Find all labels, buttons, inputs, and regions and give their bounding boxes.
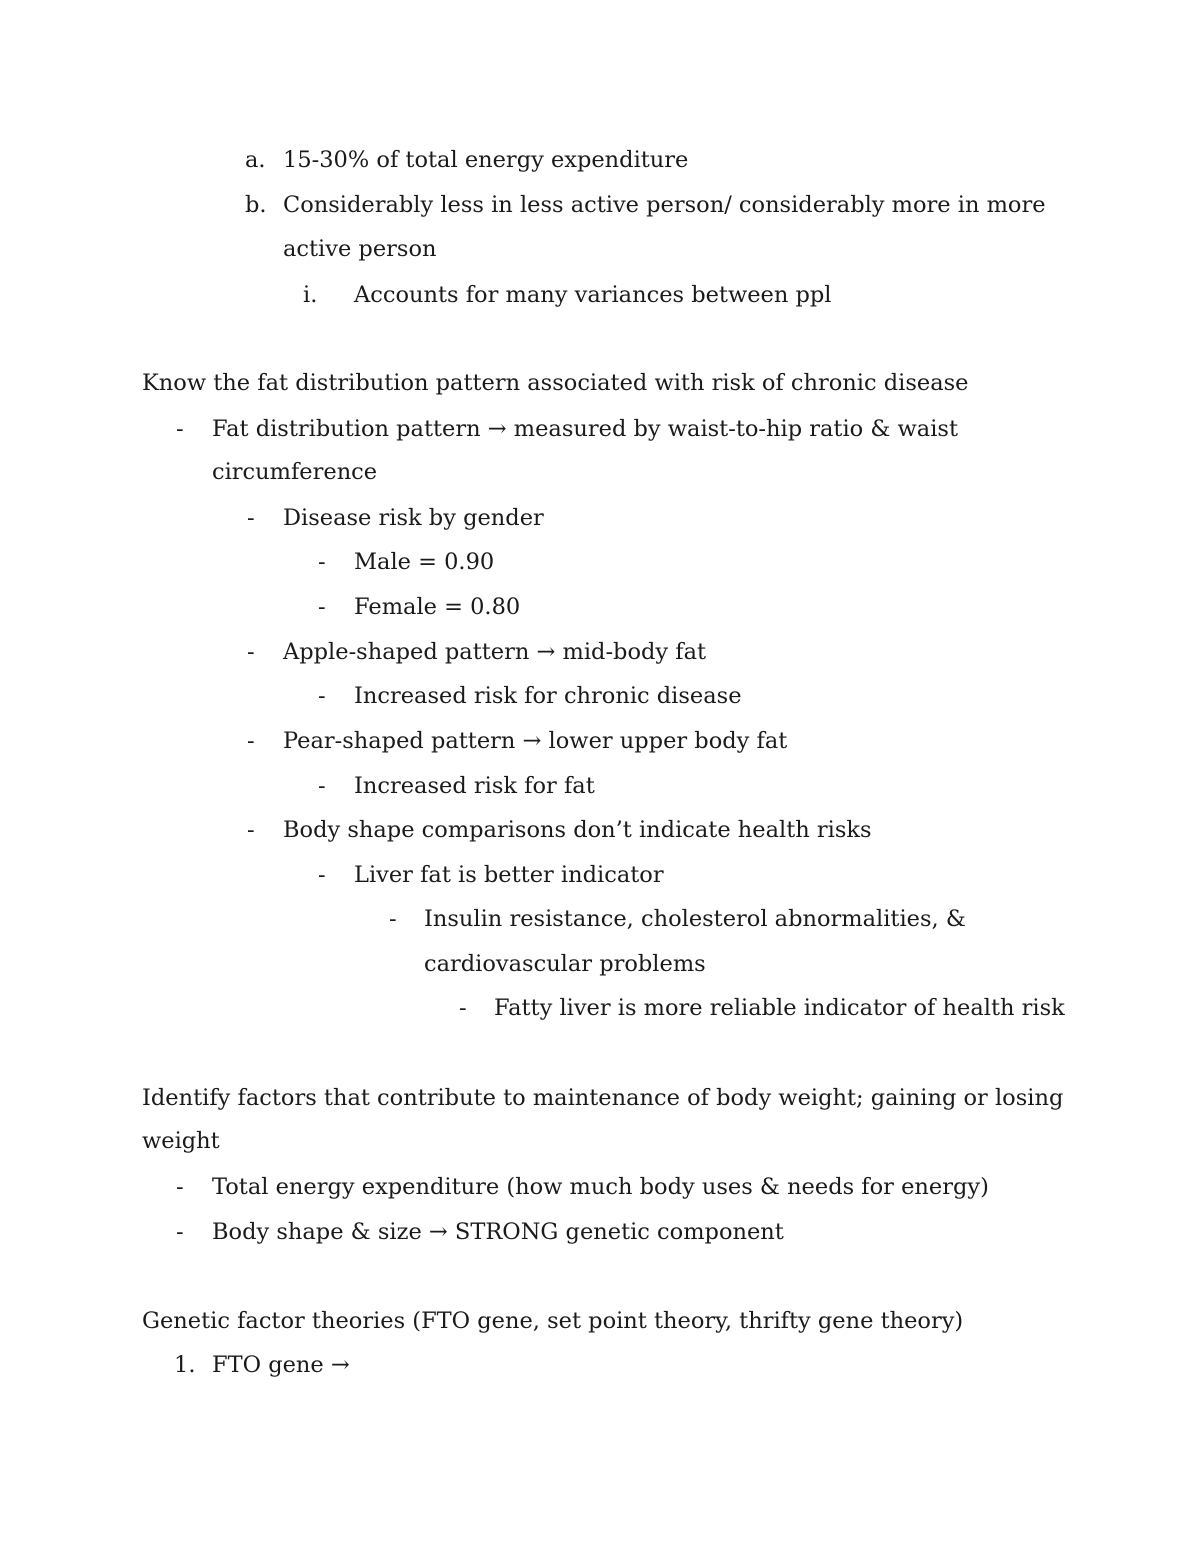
bullet-continuation: cardiovascular problems — [424, 951, 706, 977]
section-heading: Know the fat distribution pattern associated with risk of chronic disease — [142, 370, 969, 396]
bullet-text: Fatty liver is more reliable indicator of health risk — [494, 995, 1065, 1021]
list-marker: 1. — [174, 1352, 196, 1378]
bullet-text: Body shape & size → STRONG genetic component — [212, 1219, 784, 1245]
bullet-text: Increased risk for chronic disease — [354, 683, 742, 709]
list-item-continuation: active person — [283, 236, 437, 262]
bullet-continuation: circumference — [212, 459, 378, 485]
bullet-dash: - — [389, 906, 397, 932]
bullet-dash: - — [176, 416, 184, 442]
bullet-dash: - — [247, 728, 255, 754]
bullet-dash: - — [176, 1174, 184, 1200]
list-item-text: Accounts for many variances between ppl — [354, 282, 832, 308]
bullet-text: Body shape comparisons don’t indicate health risks — [283, 817, 872, 843]
bullet-dash: - — [247, 639, 255, 665]
bullet-dash: - — [318, 549, 326, 575]
bullet-dash: - — [318, 594, 326, 620]
list-marker: b. — [245, 192, 267, 218]
bullet-dash: - — [247, 505, 255, 531]
bullet-text: Insulin resistance, cholesterol abnormalities, & — [424, 906, 966, 932]
list-item-text: 15-30% of total energy expenditure — [283, 147, 689, 173]
bullet-text: Liver fat is better indicator — [354, 862, 664, 888]
section-heading: Genetic factor theories (FTO gene, set point theory, thrifty gene theory) — [142, 1308, 964, 1334]
bullet-dash: - — [318, 862, 326, 888]
bullet-text: Total energy expenditure (how much body uses & needs for energy) — [212, 1174, 989, 1200]
list-marker: a. — [245, 147, 266, 173]
bullet-dash: - — [176, 1219, 184, 1245]
section-heading-continuation: weight — [142, 1128, 220, 1154]
bullet-dash: - — [318, 683, 326, 709]
bullet-dash: - — [459, 995, 467, 1021]
bullet-text: Increased risk for fat — [354, 773, 595, 799]
list-item-text: FTO gene → — [212, 1352, 350, 1378]
bullet-text: Male = 0.90 — [354, 549, 495, 575]
bullet-text: Apple-shaped pattern → mid-body fat — [283, 639, 707, 665]
bullet-dash: - — [318, 773, 326, 799]
bullet-text: Disease risk by gender — [283, 505, 544, 531]
bullet-dash: - — [247, 817, 255, 843]
bullet-text: Fat distribution pattern → measured by waist-to-hip ratio & waist — [212, 416, 959, 442]
section-heading: Identify factors that contribute to maintenance of body weight; gaining or losing — [142, 1085, 1064, 1111]
bullet-text: Pear-shaped pattern → lower upper body fat — [283, 728, 788, 754]
list-item-text: Considerably less in less active person/ considerably more in more — [283, 192, 1046, 218]
bullet-text: Female = 0.80 — [354, 594, 521, 620]
list-marker: i. — [303, 282, 318, 308]
